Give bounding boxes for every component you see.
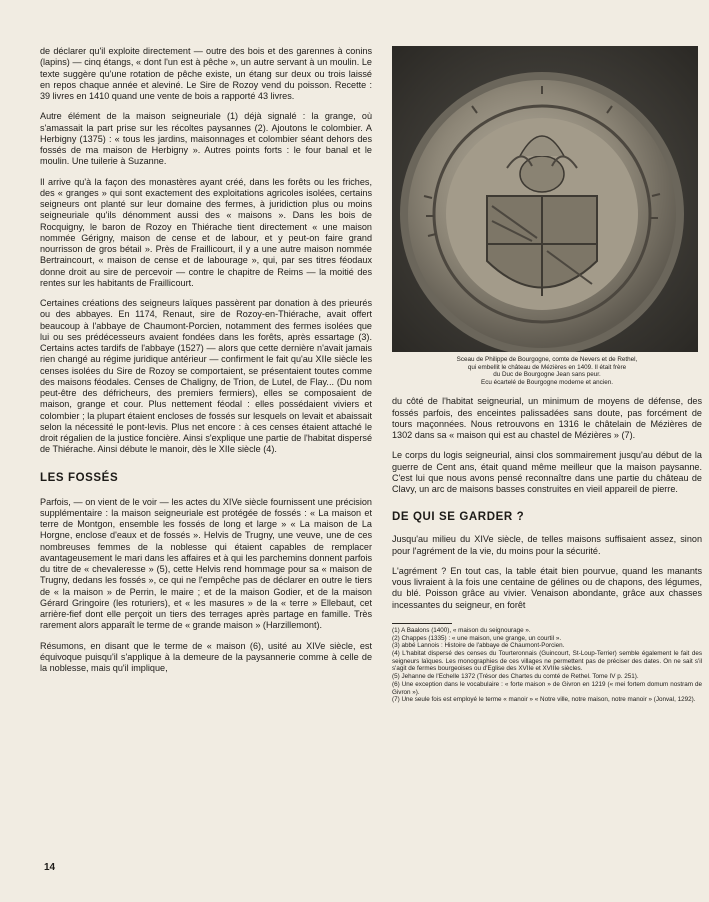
- paragraph: Parfois, — on vient de le voir — les actes du XIVe siècle fournissent une précision supplémentaire : la maison seigneuriale est protégée de fossés : « La maison et terre de Montgon, ensemble les fossés de long et large » « La maison de La Horgne, enclose d'eaux et de fossés ». Helvis de Trugny, une veuve, une de ces nombreuses femmes de la noblesse qui étaient capables de remplacer avantageusement le mari dans les affaires et à qui les parchemins donnent parfois du titre de « chevaleresse » (5), cette Helvis rend hommage pour sa « maison de Trugny, dedans les fossés », ce qui ne l'empêche pas de déclarer en outre le tiers de « la maison » de Perrin, le maire ; et de la maison Godier, et de la maison Gérard Gringoire (les roturiers), et « les masures » de la « terre » Ellebaut, cet arrière-fief dont elle perçoit un tiers des terrages après partage en famille. Très rarement alors apparaît le terme de « grande maison » (Harzillemont).: [40, 496, 372, 631]
- paragraph: Certaines créations des seigneurs laïques passèrent par donation à des prieurés ou des abbayes. En 1174, Renaut, sire de Rozoy-en-Thiérache, avait offert beaucoup à l'abbaye de Chaumont-Porcien, notamment des fermes isolées que lui ou ses prédécesseurs avaient fondées dans les forêts, après essartage (3). Certains actes tardifs de l'abbaye (1527) — alors que cette dernière n'avait jamais rien changé au régime juridique antérieur — confirment le fait qu'au XIIe siècle les censes isolées du Sire de Rozoy se comportaient, se présentaient toutes comme des maisons féodales. Censes de Chaligny, de Trion, de Lutel, de Flay... (Du nom peut-être des défricheurs, des premiers fermiers), elles se composaient de maison, grange et cour. Plus nettement féodal : elles possédaient viviers et colombier ; la plupart étaient encloses de fossés sur lesquels on levait et abaissait selon la nécessité le pont-levis. Plus net encore : à ces censes étaient attaché le droit régalien de la justice foncière. Ainsi s'explique une partie de l'habitat dispersé de Thiérache. Ainsi débute le manoir, dès le XIIe siècle (4).: [40, 298, 372, 455]
- footnote: (3) abbé Lannois : Histoire de l'abbaye de Chaumont-Porcien.: [392, 642, 565, 650]
- paragraph: Jusqu'au milieu du XIVe siècle, de telles maisons suffisaient assez, sinon pour l'agrément de la vie, du moins pour la sécurité.: [392, 534, 702, 556]
- paragraph: Résumons, en disant que le terme de « maison (6), usité au XIVe siècle, est équivoque puisqu'il s'applique à la demeure de la paysannerie comme à celle de la noblesse, mais qu'il implique,: [40, 640, 372, 673]
- footnote: (4) L'habitat dispersé des censes du Tourteronnais (Guincourt, St-Loup-Terrier) semble également le fait des seigneurs laïques. Les monographies de ces villages ne permettent pas de préciser des dates. On ne sait s'il s'agit de fermes bourgeoises ou d'Eglise des XVIIe et XVIIIe siècles.: [392, 649, 702, 673]
- left-column: [40, 46, 372, 674]
- footnote: (2) Chappes (1335) : « une maison, une grange, un courtil ».: [392, 634, 562, 642]
- paragraph: Autre élément de la maison seigneuriale (1) déjà signalé : la grange, où s'amassait la part prise sur les récoltes paysannes (2). Ajoutons le colombier. A Herbigny (1375) : « tous les jardins, maisonnages et colombier séant dehors des fossés de ma maison de Herbigny ». Autres points forts : le four banal et le moulin. Une tuilerie à Suzanne.: [40, 111, 372, 167]
- footnotes: [392, 627, 702, 704]
- seal-caption: Sceau de Philippe de Bourgogne, comte de Nevers et de Rethel, qui embellit le château de Mézières en 1409. Il était frère du Duc de Bourgogne Jean sans peur. Ecu écartelé de Bourgogne moderne et ancien.: [456, 356, 638, 386]
- paragraph: du côté de l'habitat seigneurial, un minimum de moyens de défense, des fossés parfois, des enceintes palissadées sans doute, pas forcément de tours maçonnées. Nous retrouvons en 1316 le châtelain de Mézières de 1302 dans sa « maison qui est au chastel de Mézières » (7).: [392, 396, 702, 441]
- seal-photograph: [392, 46, 698, 352]
- section-heading-de-qui-se-garder: DE QUI SE GARDER ?: [392, 511, 525, 524]
- footnote-divider: [392, 623, 452, 624]
- footnote: (1) A Baalons (1400), « maison du seignourage ».: [392, 626, 531, 634]
- page-number: 14: [44, 862, 56, 873]
- right-column: [392, 46, 702, 704]
- paragraph: Il arrive qu'à la façon des monastères ayant créé, dans les forêts ou les friches, des « granges » qui sont exactement des exploitations agricoles isolées, certains seigneurs ont planté sur leur domaine des fermes, à juridiction plus ou moins seigneuriale qu'ils dénomment aussi des « maisons ». Dans les bois de Rocquigny, le baron de Rozoy en Thiérache tient directement « une maison nommée Gérigny, maison de cense et de labour, et y peut-on faire grand nourrisson de gros bétail ». Près de Fraillicourt, il y a une autre maison nommée Bertraincourt, « maison de cense et de labourage », qui, par ses titres féodaux donne droit au sire de percevoir — contre le chapitre de Reims — la moitié des rentes sur les habitants de Fraillicourt.: [40, 176, 372, 288]
- paragraph: Le corps du logis seigneurial, ainsi clos sommairement jusqu'au début de la guerre de Cent ans, était quand même meilleur que la maison paysanne. C'est lui que nous avons pensé reconnaître dans une partie du château de Clavy, un arc de maisons basses construites en vieil appareil de pierre.: [392, 450, 702, 495]
- paragraph: L'agrément ? En tout cas, la table était bien pourvue, quand les manants vous livraient à la fois une centaine de gélines ou de chapons, des légumes, du blé. Poisson grâce au vivier. Venaison abondante, grâce aux chasses incessantes du seigneur, en forêt: [392, 565, 702, 610]
- section-heading-fosses: LES FOSSÉS: [40, 471, 119, 484]
- footnote: (7) Une seule fois est employé le terme « manoir » « Notre ville, notre maison, notre manoir » (Jonval, 1292).: [392, 696, 696, 704]
- footnote: (6) Une exception dans le vocabulaire : « forte maison » de Givron en 1219 (« mei fortem domum nostram de Givron »).: [392, 680, 702, 696]
- paragraph: de déclarer qu'il exploite directement — outre des bois et des garennes à conins (lapins) — cinq étangs, « dont l'un est à pêche », un autre servant à un moulin. Le texte suggère qu'une rotation de pêche existe, un étang sur deux ou trois laissé en repos chaque année et aleviné. Le Sire de Rozoy vend du poisson. Recette : 39 livres en 1410 quand une vente de bois a rapporté 43 livres.: [40, 46, 372, 101]
- footnote: (5) Jehanne de l'Echelle 1372 (Trésor des Chartes du comté de Rethel. Tome IV p. 251).: [392, 673, 639, 681]
